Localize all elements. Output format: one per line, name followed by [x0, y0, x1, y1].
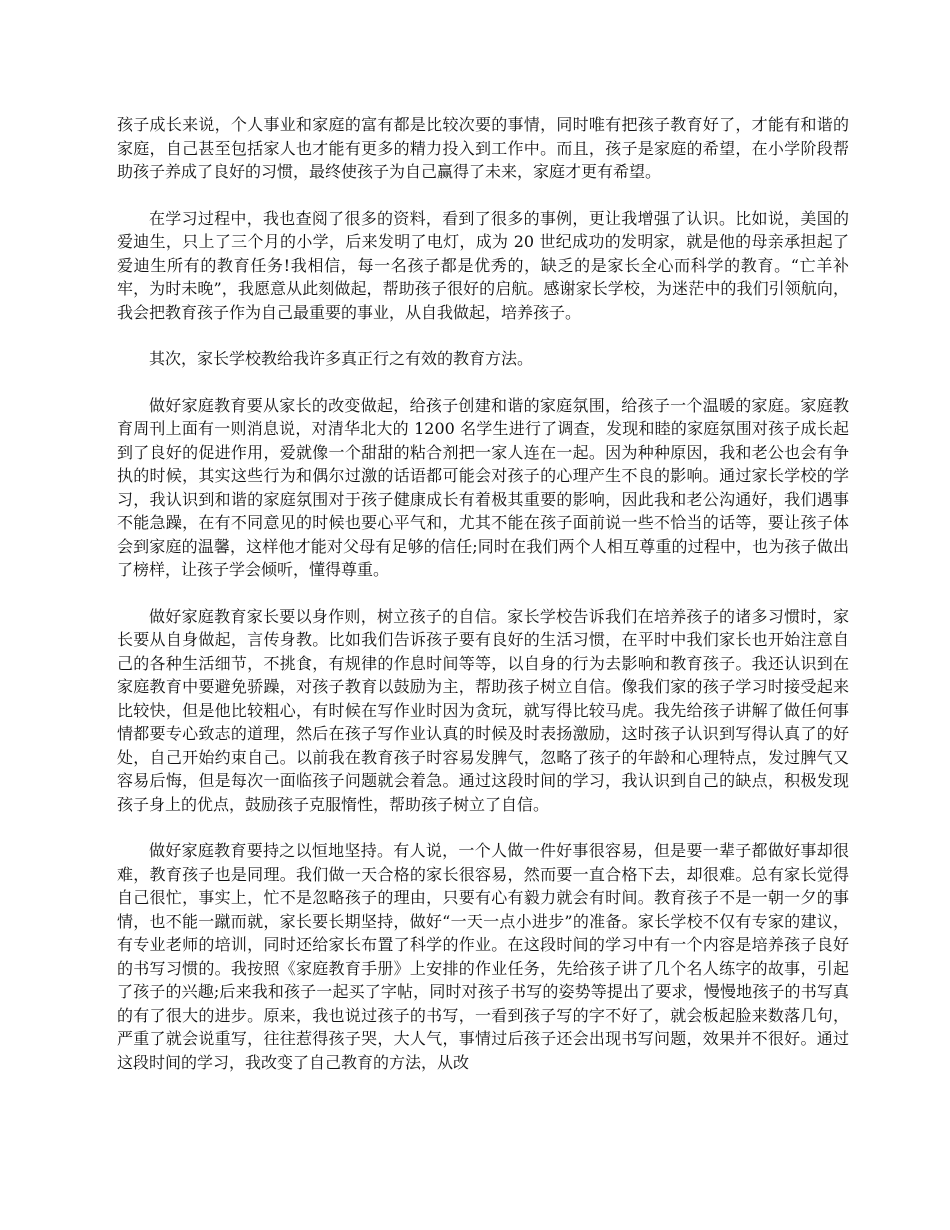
paragraph-family-atmosphere: 做好家庭教育要从家长的改变做起，给孩子创建和谐的家庭氛围，给孩子一个温暖的家庭。家庭教育周刊上面有一则消息说，对清华北大的 1200 名学生进行了调查，发现和睦的家庭氛围对孩子成长起到了良好的促进作用，爱就像一个甜甜的粘合剂把一家人连在一起。因为种种原因，我和老公也会有争执的时候，其实这些行为和偶尔过激的话语都可能会对孩子的心理产生不良的影响。通过家长学校的学习，我认识到和谐的家庭氛围对于孩子健康成长有着极其重要的影响，因此我和老公沟通好，我们遇事不能急躁，在有不同意见的时候也要心平气和，尤其不能在孩子面前说一些不恰当的话等，要让孩子体会到家庭的温馨，这样他才能对父母有足够的信任;同时在我们两个人相互尊重的过程中，也为孩子做出了榜样，让孩子学会倾听，懂得尊重。 — [117, 395, 849, 579]
document-body — [117, 113, 849, 1097]
paragraph-methods-intro: 其次，家长学校教给我许多真正行之有效的教育方法。 — [149, 349, 534, 368]
paragraph-persistence: 做好家庭教育要持之以恒地坚持。有人说，一个人做一件好事很容易，但是要一辈子都做好事却很难，教育孩子也是同理。我们做一天合格的家长很容易，然而要一直合格下去，却很难。总有家长觉得自己很忙，事实上，忙不是忽略孩子的理由，只要有心有毅力就会有时间。教育孩子不是一朝一夕的事情，也不能一蹴而就，家长要长期坚持，做好“一天一点小进步”的准备。家长学校不仅有专家的建议，有专业老师的培训，同时还给家长布置了科学的作业。在这段时间的学习中有一个内容是培养孩子良好的书写习惯的。我按照《家庭教育手册》上安排的作业任务，先给孩子讲了几个名人练字的故事，引起了孩子的兴趣;后来我和孩子一起买了字帖，同时对孩子书写的姿势等提出了要求，慢慢地孩子的书写真的有了很大的进步。原来，我也说过孩子的书写，一看到孩子写的字不好了，就会板起脸来数落几句，严重了就会说重写，往往惹得孩子哭，大人气，事情过后孩子还会出现书写问题，效果并不很好。通过这段时间的学习，我改变了自己教育的方法，从改 — [117, 841, 849, 1072]
paragraph-lead-by-example: 做好家庭教育家长要以身作则，树立孩子的自信。家长学校告诉我们在培养孩子的诸多习惯时，家长要从自身做起，言传身教。比如我们告诉孩子要有良好的生活习惯，在平时中我们家长也开始注意自己的各种生活细节，不挑食，有规律的作息时间等等，以自身的行为去影响和教育孩子。我还认识到在家庭教育中要避免骄躁，对孩子教育以鼓励为主，帮助孩子树立自信。像我们家的孩子学习时接受起来比较快，但是他比较粗心，有时候在写作业时因为贪玩，就写得比较马虎。我先给孩子讲解了做任何事情都要专心致志的道理，然后在孩子写作业认真的时候及时表扬激励，这时孩子认识到写得认真了的好处，自己开始约束自己。以前我在教育孩子时容易发脾气，忽略了孩子的年龄和心理特点，发过脾气又容易后悔，但是每次一面临孩子问题就会着急。通过这段时间的学习，我认识到自己的缺点，积极发现孩子身上的优点，鼓励孩子克服惰性，帮助孩子树立了自信。 — [117, 606, 849, 814]
paragraph-learning-process: 在学习过程中，我也查阅了很多的资料，看到了很多的事例，更让我增强了认识。比如说，美国的爱迪生，只上了三个月的小学，后来发明了电灯，成为 20 世纪成功的发明家，就是他的母亲承担起了爱迪生所有的教育任务!我相信，每一名孩子都是优秀的，缺乏的是家长全心而科学的教育。“亡羊补牢，为时未晚”，我愿意从此刻做起，帮助孩子很好的启航。感谢家长学校，为迷茫中的我们引领航向，我会把教育孩子作为自己最重要的事业，从自我做起，培养孩子。 — [117, 208, 849, 322]
paragraph-continuation: 孩子成长来说，个人事业和家庭的富有都是比较次要的事情，同时唯有把孩子教育好了，才能有和谐的家庭，自己甚至包括家人也才能有更多的精力投入到工作中。而且，孩子是家庭的希望，在小学阶段帮助孩子养成了良好的习惯，最终使孩子为自己赢得了未来，家庭才更有希望。 — [117, 115, 849, 181]
